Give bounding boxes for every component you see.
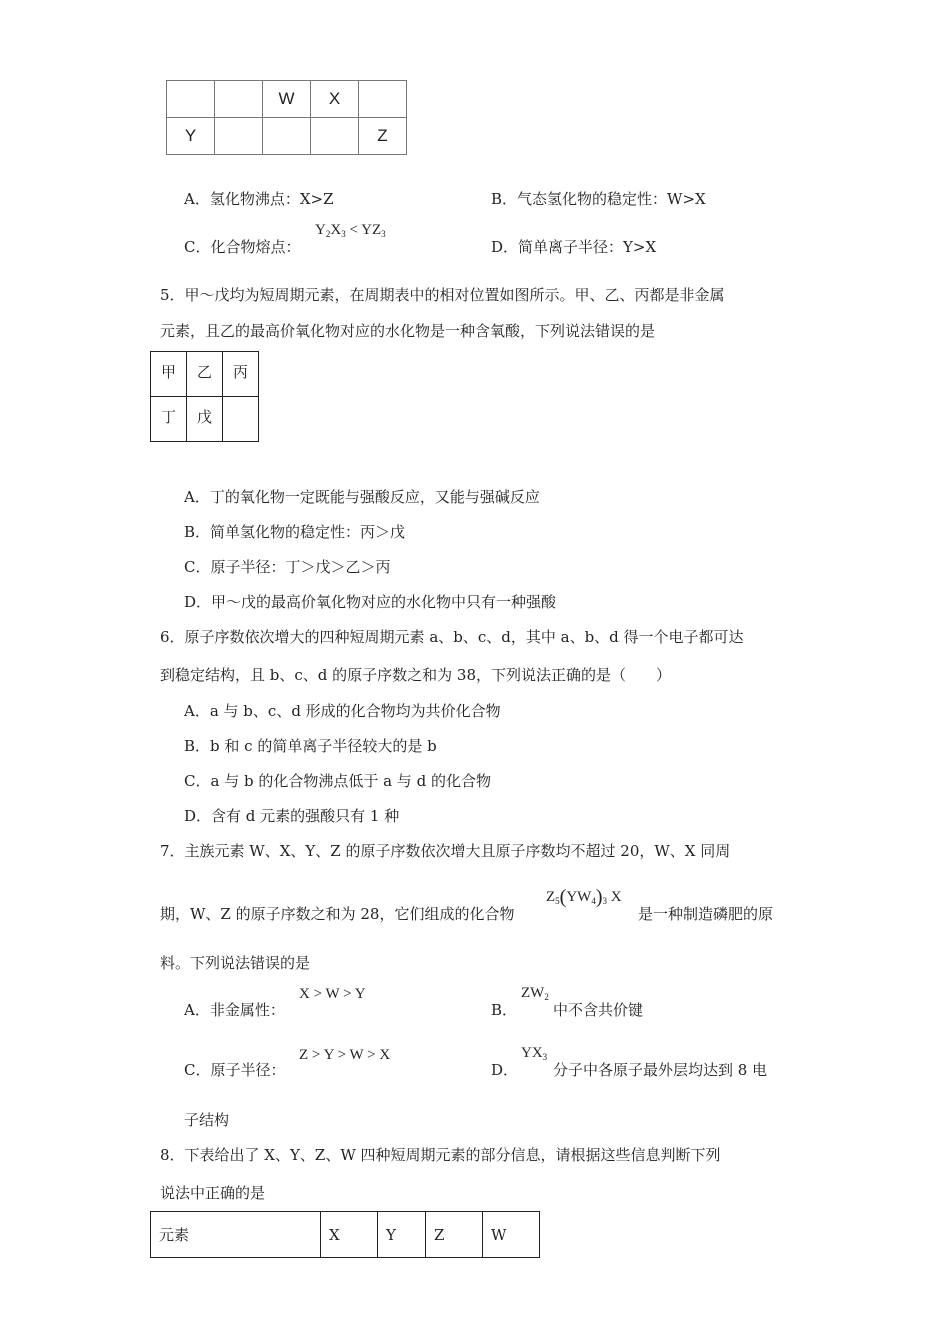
q4-cell xyxy=(215,81,263,118)
q7-option-a-formula: X > W > Y xyxy=(299,986,366,1002)
q4-cell xyxy=(359,81,407,118)
q8-stem-line1: 8．下表给出了 X、Y、Z、W 四种短周期元素的部分信息，请根据这些信息判断下列 xyxy=(160,1146,721,1164)
q5-cell xyxy=(223,397,259,442)
q7-option-d[interactable] xyxy=(491,1059,518,1080)
q5-stem-line1: 5．甲～戊均为短周期元素，在周期表中的相对位置如图所示。甲、乙、丙都是非金属 xyxy=(160,286,725,304)
q7-option-b-text: 中不含共价键 xyxy=(553,1001,644,1019)
q8-header-cell: X xyxy=(321,1212,378,1258)
q4-cell: X xyxy=(311,81,359,118)
q4-cell xyxy=(215,118,263,155)
q5-stem-line2: 元素，且乙的最高价氧化物对应的水化物是一种含氧酸，下列说法错误的是 xyxy=(160,322,656,340)
q7-stem-line2-end: 是一种制造磷肥的原 xyxy=(638,905,774,923)
q6-stem-line1: 6．原子序数依次增大的四种短周期元素 a、b、c、d，其中 a、b、d 得一个电子都可达 xyxy=(160,628,744,646)
q8-header-cell: Z xyxy=(426,1212,483,1258)
q4-cell: Z xyxy=(359,118,407,155)
q6-option-c[interactable]: C．a 与 b 的化合物沸点低于 a 与 d 的化合物 xyxy=(184,772,491,790)
q4-option-b[interactable]: B．气态氢化物的稳定性：W>X xyxy=(491,190,706,208)
q7-option-b-formula: $ZW_2$ xyxy=(521,985,549,1002)
q6-stem-line2: 到稳定结构，且 b、c、d 的原子序数之和为 38，下列说法正确的是（ ） xyxy=(160,666,671,684)
q5-option-b[interactable]: B．简单氢化物的稳定性：丙＞戊 xyxy=(184,523,406,541)
q7-option-c-label: C．原子半径： xyxy=(184,1061,286,1079)
q5-position-table xyxy=(150,351,259,442)
q8-element-table xyxy=(150,1211,540,1258)
q4-option-c-formula: $Y_2X_3 < YZ_3$ xyxy=(315,222,386,239)
q4-cell: W xyxy=(263,81,311,118)
q7-option-d-formula: $YX_3$ xyxy=(521,1045,548,1062)
q4-option-c[interactable] xyxy=(184,236,300,257)
q7-stem-line1: 7．主族元素 W、X、Y、Z 的原子序数依次增大且原子序数均不超过 20，W、X 同周 xyxy=(160,842,731,860)
q7-option-d-continuation: 子结构 xyxy=(184,1111,230,1129)
q4-cell: Y xyxy=(167,118,215,155)
q7-option-a[interactable] xyxy=(184,999,285,1020)
q8-header-cell: 元素 xyxy=(151,1212,321,1258)
q7-option-d-text: 分子中各原子最外层均达到 8 电 xyxy=(553,1061,768,1079)
q4-cell xyxy=(167,81,215,118)
q5-cell: 甲 xyxy=(151,352,187,397)
q5-option-d[interactable]: D．甲～戊的最高价氧化物对应的水化物中只有一种强酸 xyxy=(184,593,557,611)
q4-option-a[interactable]: A．氢化物沸点：X>Z xyxy=(184,190,334,208)
q6-option-b[interactable]: B．b 和 c 的简单离子半径较大的是 b xyxy=(184,737,437,755)
q5-option-a[interactable]: A．丁的氧化物一定既能与强酸反应，又能与强碱反应 xyxy=(184,488,540,506)
q6-option-d[interactable]: D．含有 d 元素的强酸只有 1 种 xyxy=(184,807,400,825)
q8-header-cell: W xyxy=(483,1212,540,1258)
q4-option-d[interactable]: D．简单离子半径：Y>X xyxy=(491,238,657,256)
q8-table-header-row xyxy=(151,1212,540,1258)
q5-cell: 戊 xyxy=(187,397,223,442)
q7-stem-line3: 料。下列说法错误的是 xyxy=(160,954,311,972)
q5-cell: 乙 xyxy=(187,352,223,397)
q7-compound-formula: $Z_5(YW_4)_3$ X xyxy=(546,886,622,908)
q7-option-c-formula: Z > Y > W > X xyxy=(299,1047,391,1063)
q4-periodic-table xyxy=(166,80,407,155)
q4-cell xyxy=(263,118,311,155)
q5-cell: 丁 xyxy=(151,397,187,442)
q7-option-b-label: B． xyxy=(491,1001,518,1019)
q8-header-cell: Y xyxy=(378,1212,426,1258)
q7-option-a-label: A．非金属性： xyxy=(184,1001,285,1019)
q4-option-c-label: C．化合物熔点： xyxy=(184,238,301,256)
q8-stem-line2: 说法中正确的是 xyxy=(160,1184,266,1202)
q5-cell: 丙 xyxy=(223,352,259,397)
q5-option-c[interactable]: C．原子半径：丁＞戊＞乙＞丙 xyxy=(184,558,391,576)
q7-option-c[interactable] xyxy=(184,1059,285,1080)
q7-stem-line2-start: 期，W、Z 的原子序数之和为 28，它们组成的化合物 xyxy=(160,905,515,923)
q4-cell xyxy=(311,118,359,155)
q7-option-d-label: D． xyxy=(491,1061,519,1079)
q6-option-a[interactable]: A．a 与 b、c、d 形成的化合物均为共价化合物 xyxy=(184,702,501,720)
q7-option-b[interactable] xyxy=(491,999,517,1020)
